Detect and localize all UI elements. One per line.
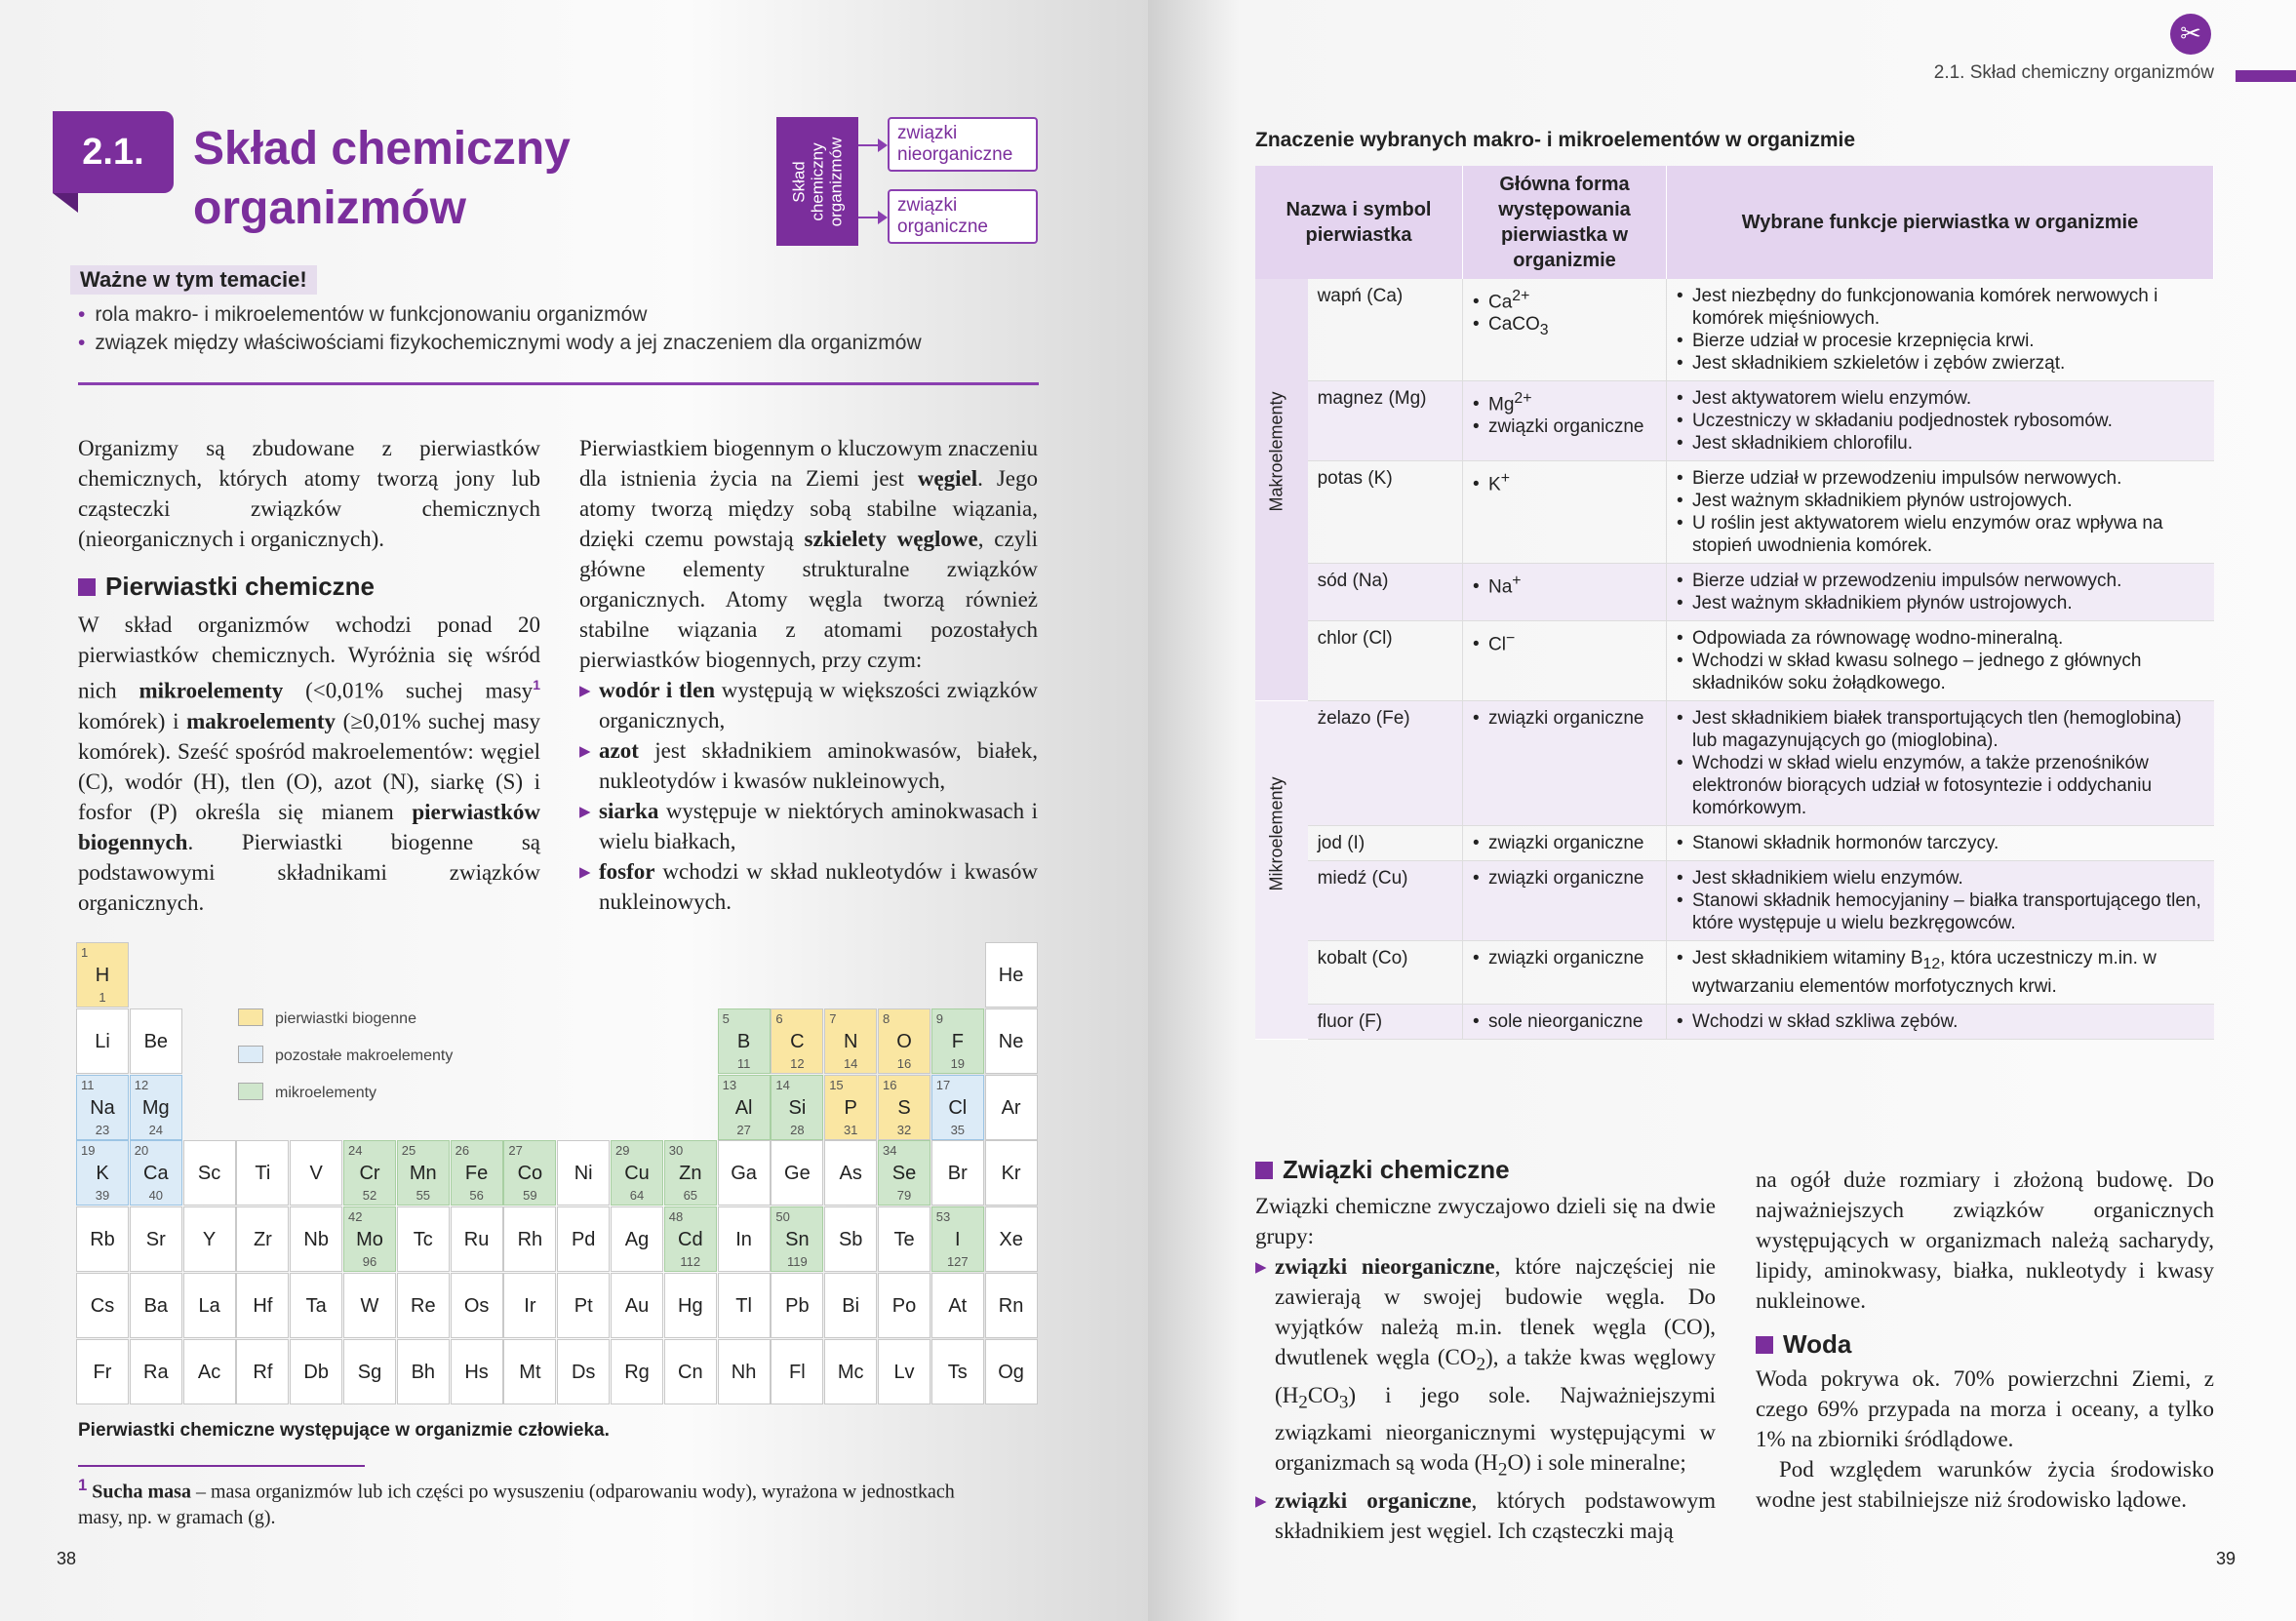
element-cell-og: Og (985, 1339, 1038, 1404)
element-name: potas (K) (1308, 461, 1463, 564)
important-label: Ważne w tym temacie! (70, 265, 317, 295)
page-title (193, 119, 571, 238)
element-cell-cu: 29 Cu 64 (611, 1140, 663, 1206)
table-row (1255, 621, 2214, 701)
element-cell-rn: Rn (985, 1273, 1038, 1338)
element-cell-o: 8 O 16 (878, 1008, 930, 1074)
element-cell-at: At (931, 1273, 984, 1338)
biogenic-bullet-list (579, 675, 1038, 917)
element-cell-kr: Kr (985, 1140, 1038, 1206)
element-cell-ta: Ta (290, 1273, 342, 1338)
element-cell-cd: 48 Cd 112 (664, 1206, 717, 1272)
element-name: fluor (F) (1308, 1004, 1463, 1039)
element-cell-po: Po (878, 1273, 930, 1338)
paragraph: Związki chemiczne zwyczajowo dzieli się na dwie grupy: (1255, 1194, 1716, 1248)
element-cell-bh: Bh (397, 1339, 450, 1404)
element-form: • sole nieorganiczne (1463, 1004, 1667, 1039)
legend-swatch (238, 1008, 263, 1026)
element-cell-rb: Rb (76, 1206, 129, 1272)
element-cell-te: Te (878, 1206, 930, 1272)
element-cell-ra: Ra (130, 1339, 182, 1404)
text-column-2 (579, 433, 1038, 917)
group-label-macro: Makroelementy (1255, 279, 1308, 701)
element-cell-pb: Pb (771, 1273, 823, 1338)
element-cell-i: 53 I 127 (931, 1206, 984, 1272)
table-row (1255, 279, 2214, 381)
table-row (1255, 1004, 2214, 1039)
header-name: Nazwa i symbol pierwiastka (1255, 166, 1463, 279)
element-cell-v: V (290, 1140, 342, 1206)
elements-table (1255, 166, 2214, 1040)
paragraph: Woda pokrywa ok. 70% powierzchni Ziemi, z czego 69% przypada na morza i oceany, a tylko 1% na zbiorniki śródlądowe. (1756, 1366, 2214, 1451)
element-form: • Cl− (1463, 621, 1667, 701)
element-functions: • Jest niezbędny do funkcjonowania komórek nerwowych i komórek mięśniowych. • Bierze udział w procesie krzepnięcia krwi. • Jest składnikiem szkieletów i zębów zwierząt. (1667, 279, 2214, 381)
list-item: ▸ azot jest składnikiem aminokwasów, białek, nukleotydów i kwasów nukleinowych, (579, 735, 1038, 796)
legend-swatch (238, 1046, 263, 1063)
element-cell-mo: 42 Mo 96 (343, 1206, 396, 1272)
element-cell-ts: Ts (931, 1339, 984, 1404)
element-cell-tl: Tl (718, 1273, 771, 1338)
element-cell-ds: Ds (557, 1339, 610, 1404)
diagram-branch-inorganic: związki nieorganiczne (888, 117, 1038, 172)
divider (78, 382, 1039, 385)
scissors-icon: ✂ (2170, 14, 2211, 55)
legend-biogenic: pierwiastki biogenne (238, 1008, 416, 1028)
element-cell-cn: Cn (664, 1339, 717, 1404)
element-cell-sb: Sb (824, 1206, 877, 1272)
element-cell-db: Db (290, 1339, 342, 1404)
header-form: Główna forma występowania pierwiastka w organizmie (1463, 166, 1667, 279)
element-cell-ca: 20 Ca 40 (130, 1140, 182, 1206)
running-head: 2.1. Skład chemiczny organizmów (1933, 62, 2214, 83)
element-cell-ni: Ni (557, 1140, 610, 1206)
header-functions: Wybrane funkcje pierwiastka w organizmie (1667, 166, 2214, 279)
element-cell-sr: Sr (130, 1206, 182, 1272)
element-cell-hs: Hs (451, 1339, 503, 1404)
element-cell-fr: Fr (76, 1339, 129, 1404)
element-cell-s: 16 S 32 (878, 1075, 930, 1140)
element-cell-lv: Lv (878, 1339, 930, 1404)
element-form: • związki organiczne (1463, 941, 1667, 1005)
element-functions: • Odpowiada za równowagę wodno-mineralną. • Wchodzi w skład kwasu solnego – jednego z głównych składników soku żołądkowego. (1667, 621, 2214, 701)
legend-micro: mikroelementy (238, 1083, 376, 1102)
element-form: • związki organiczne (1463, 861, 1667, 941)
element-cell-ir: Ir (503, 1273, 556, 1338)
element-cell-se: 34 Se 79 (878, 1140, 930, 1206)
figure-caption: Pierwiastki chemiczne występujące w organizmie człowieka. (78, 1420, 610, 1441)
element-cell-cl: 17 Cl 35 (931, 1075, 984, 1140)
element-cell-p: 15 P 31 (824, 1075, 877, 1140)
footnote-divider (78, 1465, 365, 1467)
element-cell-ar: Ar (985, 1075, 1038, 1140)
composition-diagram-root: Skład chemiczny organizmów (776, 117, 858, 246)
element-functions: • Jest składnikiem wielu enzymów. • Stanowi składnik hemocyjaniny – białka transportującego tlen, które występuje u wielu bezkręgowców. (1667, 861, 2214, 941)
important-list (78, 300, 922, 357)
table-row (1255, 564, 2214, 621)
element-name: żelazo (Fe) (1308, 701, 1463, 826)
section-number-tab (53, 193, 78, 213)
element-form: • K+ (1463, 461, 1667, 564)
element-cell-zr: Zr (236, 1206, 289, 1272)
paragraph: Pierwiastkiem biogennym o kluczowym znaczeniu dla istnienia życia na Ziemi jest węgiel. Jego atomy tworzą między sobą stabilne wiązania, dzięki czemu powstają szkielety węglowe, czyli główne elementy strukturalne związków organicznych. Atomy węgla tworzą również stabilne wiązania z atomami pozostałych pierwiastków biogennych, przy czym: (579, 436, 1038, 672)
element-cell-ru: Ru (451, 1206, 503, 1272)
element-form: • związki organiczne (1463, 826, 1667, 861)
page-number: 39 (2216, 1549, 2237, 1568)
element-cell-al: 13 Al 27 (718, 1075, 771, 1140)
element-name: magnez (Mg) (1308, 381, 1463, 461)
important-item: • rola makro- i mikroelementów w funkcjonowaniu organizmów (78, 300, 922, 329)
element-cell-os: Os (451, 1273, 503, 1338)
element-cell-br: Br (931, 1140, 984, 1206)
list-item: ▸ fosfor wchodzi w skład nukleotydów i kwasów nukleinowych. (579, 856, 1038, 917)
element-functions: • Bierze udział w przewodzeniu impulsów nerwowych. • Jest ważnym składnikiem płynów ustrojowych. (1667, 564, 2214, 621)
element-cell-co: 27 Co 59 (503, 1140, 556, 1206)
square-icon (1756, 1336, 1773, 1354)
element-name: miedź (Cu) (1308, 861, 1463, 941)
section-heading: Pierwiastki chemiczne (78, 572, 540, 602)
element-cell-li: Li (76, 1008, 129, 1074)
element-cell-sg: Sg (343, 1339, 396, 1404)
element-functions: • Jest składnikiem witaminy $B_{12}$, która uczestniczy m.in. w wytwarzaniu elementów morfotycznych krwi. (1667, 941, 2214, 1005)
element-cell-ne: Ne (985, 1008, 1038, 1074)
element-cell-xe: Xe (985, 1206, 1038, 1272)
element-cell-ge: Ge (771, 1140, 823, 1206)
element-cell-sn: 50 Sn 119 (771, 1206, 823, 1272)
element-cell-cr: 24 Cr 52 (343, 1140, 396, 1206)
element-cell-f: 9 F 19 (931, 1008, 984, 1074)
running-head-bar (2236, 70, 2296, 82)
table-row (1255, 941, 2214, 1005)
element-form: • $Ca^{2+}$ • CaCO$_3$ (1463, 279, 1667, 381)
element-cell-mn: 25 Mn 55 (397, 1140, 450, 1206)
element-cell-mt: Mt (503, 1339, 556, 1404)
element-cell-b: 5 B 11 (718, 1008, 771, 1074)
table-header-row (1255, 166, 2214, 279)
list-item: ▸ związki organiczne, których podstawowym składnikiem jest węgiel. Ich cząsteczki mają (1255, 1485, 1716, 1546)
right-text-column-2 (1756, 1165, 2214, 1515)
intro-paragraph: Organizmy są zbudowane z pierwiastków chemicznych, których atomy tworzą jony lub cząsteczki związków chemicznych (nieorganicznych i organicznych). (78, 436, 540, 551)
table-row (1255, 826, 2214, 861)
element-functions: • Stanowi składnik hormonów tarczycy. (1667, 826, 2214, 861)
right-text-column-1 (1255, 1155, 1716, 1546)
section-heading: Związki chemiczne (1255, 1155, 1716, 1185)
footnote: $^1$ Sucha masa – masa organizmów lub ich części po wysuszeniu (odparowaniu wody), wyrażona w jednostkach masy, np. w gramach (g). (78, 1476, 955, 1528)
element-cell-n: 7 N 14 (824, 1008, 877, 1074)
element-cell-sc: Sc (183, 1140, 236, 1206)
list-item: ▸ siarka występuje w niektórych aminokwasach i wielu białkach, (579, 796, 1038, 856)
element-cell-rg: Rg (611, 1339, 663, 1404)
element-cell-nb: Nb (290, 1206, 342, 1272)
text-column-1 (78, 433, 540, 918)
square-icon (1255, 1162, 1273, 1179)
diagram-branch-organic: związki organiczne (888, 189, 1038, 244)
element-cell-ba: Ba (130, 1273, 182, 1338)
element-cell-la: La (183, 1273, 236, 1338)
group-label-micro: Mikroelementy (1255, 701, 1308, 1040)
element-cell-pt: Pt (557, 1273, 610, 1338)
arrow-icon (858, 144, 886, 146)
element-name: chlor (Cl) (1308, 621, 1463, 701)
element-cell-pd: Pd (557, 1206, 610, 1272)
element-cell-bi: Bi (824, 1273, 877, 1338)
element-cell-ga: Ga (718, 1140, 771, 1206)
element-cell-h: 1 H 1 (76, 942, 129, 1008)
element-name: wapń (Ca) (1308, 279, 1463, 381)
element-cell-k: 19 K 39 (76, 1140, 129, 1206)
section-heading: Woda (1756, 1329, 2214, 1360)
element-cell-zn: 30 Zn 65 (664, 1140, 717, 1206)
element-cell-fl: Fl (771, 1339, 823, 1404)
element-cell-au: Au (611, 1273, 663, 1338)
element-cell-in: In (718, 1206, 771, 1272)
element-cell-rh: Rh (503, 1206, 556, 1272)
element-cell-ti: Ti (236, 1140, 289, 1206)
element-cell-hf: Hf (236, 1273, 289, 1338)
title-line-1: Skład chemiczny (193, 123, 571, 175)
arrow-icon (858, 217, 886, 218)
element-cell-re: Re (397, 1273, 450, 1338)
square-icon (78, 578, 96, 596)
list-item: ▸ związki nieorganiczne, które najczęściej nie zawierają w swojej budowie węgla. Do wyjątków należą m.in. tlenek węgla (CO), dwutlenek węgla $(CO_2)$, a także kwas węglowy $(H_2CO_3)$ i jego sole. Najważniejszymi związkami nieorganicznymi występującymi w organizmach są woda $(H_2O)$ i sole mineralne; (1255, 1251, 1716, 1485)
element-form: • $Mg^{2+}$ • związki organiczne (1463, 381, 1667, 461)
list-item: ▸ wodór i tlen występują w większości związków organicznych, (579, 675, 1038, 735)
element-cell-ag: Ag (611, 1206, 663, 1272)
element-cell-cs: Cs (76, 1273, 129, 1338)
element-functions: • Jest aktywatorem wielu enzymów. • Uczestniczy w składaniu podjednostek rybosomów. • Jest składnikiem chlorofilu. (1667, 381, 2214, 461)
element-form: • związki organiczne (1463, 701, 1667, 826)
element-cell-y: Y (183, 1206, 236, 1272)
element-functions: • Jest składnikiem białek transportujących tlen (hemoglobina) lub magazynujących go (mioglobina). • Wchodzi w skład wielu enzymów, a także przenośników elektronów biorących udział w fotosyntezie i oddychaniu komórkowym. (1667, 701, 2214, 826)
element-functions: • Bierze udział w przewodzeniu impulsów nerwowych. • Jest ważnym składnikiem płynów ustrojowych. • U roślin jest aktywatorem wielu enzymów oraz wpływa na stopień uwodnienia komórek. (1667, 461, 2214, 564)
element-cell-mc: Mc (824, 1339, 877, 1404)
table-row (1255, 861, 2214, 941)
element-cell-c: 6 C 12 (771, 1008, 823, 1074)
paragraph: na ogół duże rozmiary i złożoną budowę. Do najważniejszych związków organicznych występujących w organizmach należą sacharydy, lipidy, aminokwasy, białka, nukleotydy i kwasy nukleinowe. (1756, 1167, 2214, 1313)
element-cell-fe: 26 Fe 56 (451, 1140, 503, 1206)
element-cell-na: 11 Na 23 (76, 1075, 129, 1140)
legend-swatch (238, 1083, 263, 1100)
element-functions: • Wchodzi w skład szkliwa zębów. (1667, 1004, 2214, 1039)
element-cell-nh: Nh (718, 1339, 771, 1404)
element-name: kobalt (Co) (1308, 941, 1463, 1005)
element-cell-rf: Rf (236, 1339, 289, 1404)
legend-macro: pozostałe makroelementy (238, 1046, 453, 1065)
important-item: • związek między właściwościami fizykochemicznymi wody a jej znaczeniem dla organizmów (78, 329, 922, 357)
section-number: 2.1. (53, 111, 174, 193)
element-cell-w: W (343, 1273, 396, 1338)
paragraph: W skład organizmów wchodzi ponad 20 pierwiastków chemicznych. Wyróżnia się wśród nich mikroelementy (<0,01% suchej masy$^1$ komórek) i makroelementy (≥0,01% suchej masy komórek). Sześć spośród makroelementów: węgiel (C), wodór (H), tlen (O), azot (N), siarkę (S) i fosfor (P) określa się mianem pierwiastków biogennych. Pierwiastki biogenne są podstawowymi składnikami związków organicznych. (78, 613, 541, 915)
element-cell-he: He (985, 942, 1038, 1008)
element-name: sód (Na) (1308, 564, 1463, 621)
table-caption: Znaczenie wybranych makro- i mikroelementów w organizmie (1255, 129, 1856, 151)
element-form: • Na+ (1463, 564, 1667, 621)
element-cell-as: As (824, 1140, 877, 1206)
table-row (1255, 381, 2214, 461)
page-number: 38 (57, 1549, 77, 1568)
element-name: jod (I) (1308, 826, 1463, 861)
element-cell-be: Be (130, 1008, 182, 1074)
title-line-2: organizmów (193, 182, 467, 234)
element-cell-hg: Hg (664, 1273, 717, 1338)
element-cell-mg: 12 Mg 24 (130, 1075, 182, 1140)
element-cell-tc: Tc (397, 1206, 450, 1272)
table-row (1255, 701, 2214, 826)
element-cell-si: 14 Si 28 (771, 1075, 823, 1140)
table-row (1255, 461, 2214, 564)
element-cell-ac: Ac (183, 1339, 236, 1404)
paragraph: Pod względem warunków życia środowisko wodne jest stabilniejsze niż środowisko lądowe. (1756, 1457, 2214, 1512)
